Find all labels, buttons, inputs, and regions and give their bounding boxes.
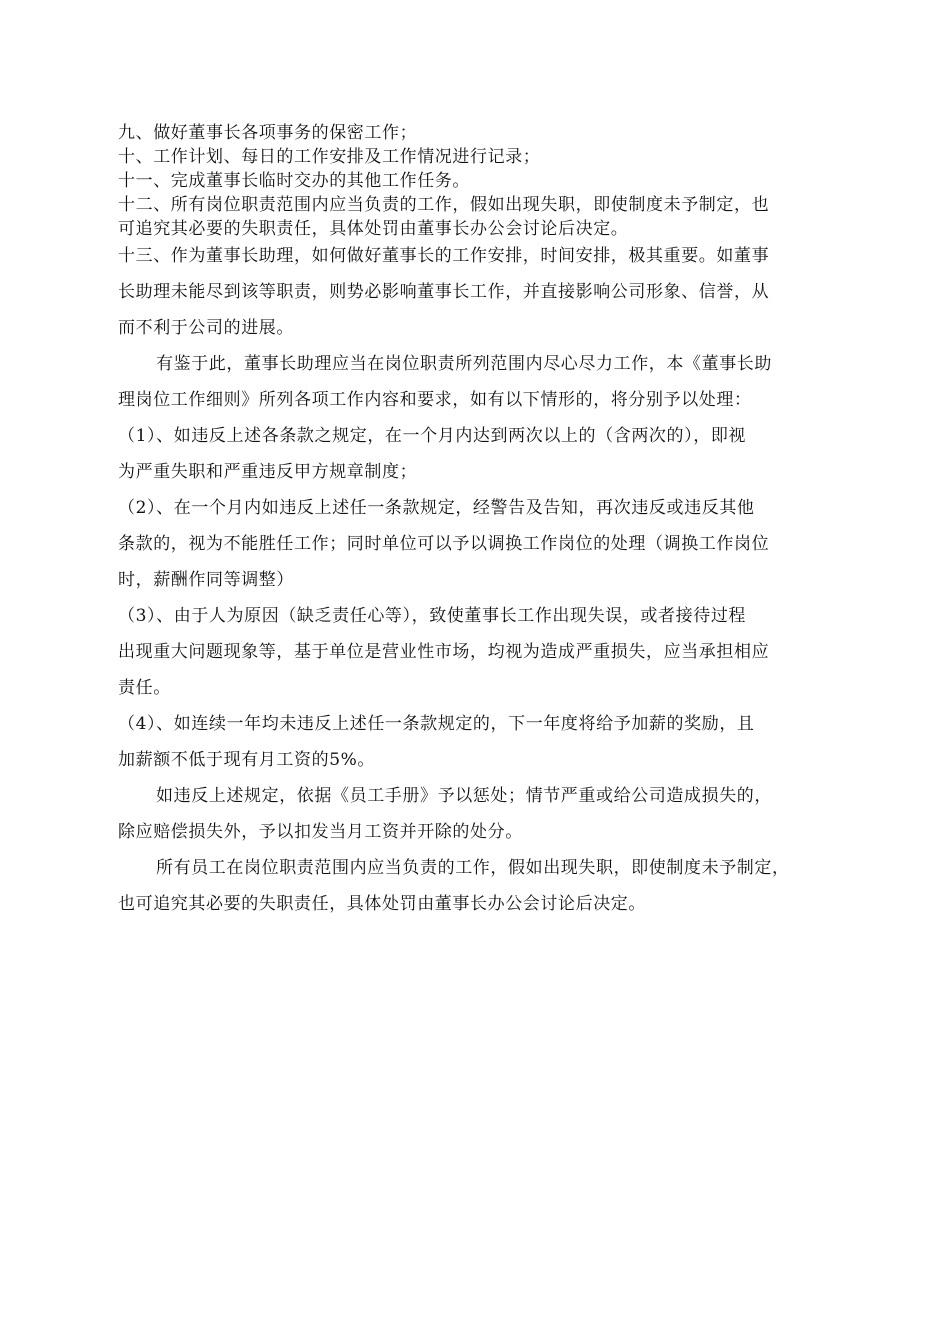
text-line: 有鉴于此，董事长助理应当在岗位职责所列范围内尽心尽力工作，本《董事长助 bbox=[156, 354, 772, 374]
text-line: 十三、作为董事长助理，如何做好董事长的工作安排，时间安排，极其重要。如董事 bbox=[118, 246, 770, 266]
text-line: 责任。 bbox=[118, 678, 171, 698]
text-line: 出现重大问题现象等，基于单位是营业性市场，均视为造成严重损失，应当承担相应 bbox=[118, 642, 770, 662]
text-line: 条款的，视为不能胜任工作；同时单位可以予以调换工作岗位的处理（调换工作岗位 bbox=[118, 534, 770, 554]
text-line: （1）、如违反上述各条款之规定，在一个月内达到两次以上的（含两次的），即视 bbox=[118, 426, 747, 446]
text-line: 十、工作计划、每日的工作安排及工作情况进行记录； bbox=[118, 147, 541, 167]
text-line: 时，薪酬作同等调整） bbox=[118, 570, 294, 590]
text-line: 长助理未能尽到该等职责，则势必影响董事长工作，并直接影响公司形象、信誉，从 bbox=[118, 282, 770, 302]
text-line: 也可追究其必要的失职责任，具体处罚由董事长办公会讨论后决定。 bbox=[118, 894, 646, 914]
text-line: 如违反上述规定，依据《员工手册》予以惩处；情节严重或给公司造成损失的， bbox=[156, 786, 772, 806]
text-line: 可追究其必要的失职责任，具体处罚由董事长办公会讨论后决定。 bbox=[118, 219, 629, 239]
text-line: 加薪额不低于现有月工资的5%。 bbox=[118, 750, 375, 770]
text-line: 十一、完成董事长临时交办的其他工作任务。 bbox=[118, 171, 470, 191]
text-line: （3）、由于人为原因（缺乏责任心等），致使董事长工作出现失误，或者接待过程 bbox=[118, 606, 747, 626]
text-line: 十二、所有岗位职责范围内应当负责的工作，假如出现失职，即使制度未予制定，也 bbox=[118, 195, 770, 215]
text-line: 除应赔偿损失外，予以扣发当月工资并开除的处分。 bbox=[118, 822, 523, 842]
text-line: 所有员工在岗位职责范围内应当负责的工作，假如出现失职，即使制度未予制定， bbox=[156, 858, 790, 878]
text-line: （4）、如连续一年均未违反上述任一条款规定的，下一年度将给予加薪的奖励，且 bbox=[118, 714, 755, 734]
text-line: 九、做好董事长各项事务的保密工作； bbox=[118, 123, 418, 143]
text-line: 为严重失职和严重违反甲方规章制度； bbox=[118, 462, 418, 482]
text-line: （2）、在一个月内如违反上述任一条款规定，经警告及告知，再次违反或违反其他 bbox=[118, 498, 755, 518]
text-line: 而不利于公司的进展。 bbox=[118, 318, 294, 338]
text-line: 理岗位工作细则》所列各项工作内容和要求，如有以下情形的，将分别予以处理： bbox=[118, 390, 752, 410]
